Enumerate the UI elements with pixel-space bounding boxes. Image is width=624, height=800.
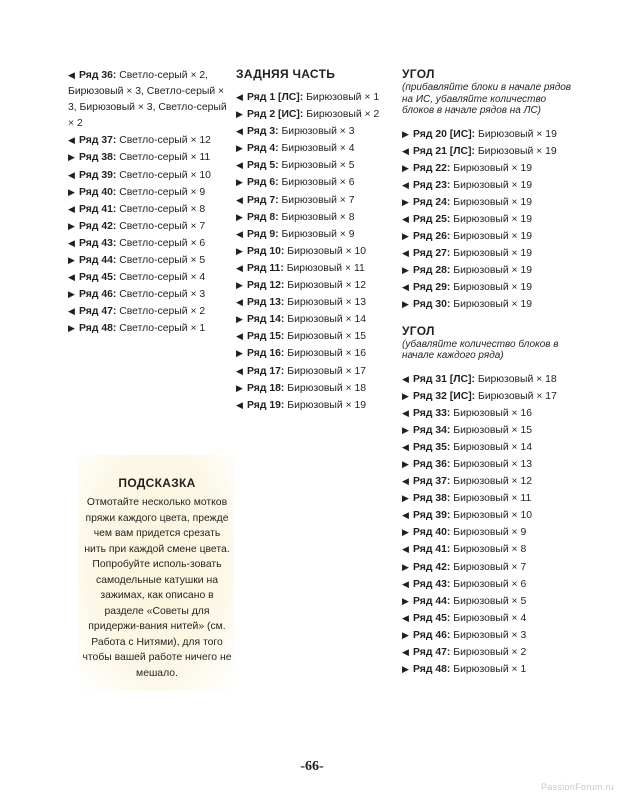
arrow-left-icon: ◀ (402, 248, 409, 259)
row-label: Ряд 9: (247, 228, 279, 240)
row-label: Ряд 2 [ИС]: (247, 109, 304, 121)
pattern-row (402, 126, 572, 143)
arrow-right-icon: ▶ (68, 152, 75, 163)
row-text: Светло-серый × 2, Бирюзовый × 3, Светло-серый × 3, Бирюзовый × 3, Светло-серый × 2 (68, 70, 227, 130)
row-label: Ряд 35: (413, 441, 451, 453)
row-text: Бирюзовый × 19 (453, 231, 533, 243)
row-label: Ряд 48: (79, 323, 117, 335)
row-label: Ряд 48: (413, 664, 451, 676)
row-label: Ряд 47: (413, 647, 451, 659)
row-text: Бирюзовый × 14 (453, 441, 533, 453)
pattern-row (402, 456, 572, 473)
arrow-left-icon: ◀ (68, 169, 75, 180)
row-label: Ряд 26: (413, 231, 451, 243)
row-text: Бирюзовый × 17 (287, 365, 367, 377)
pattern-row (68, 320, 228, 337)
pattern-row (402, 661, 572, 678)
arrow-left-icon: ◀ (402, 373, 409, 384)
arrow-right-icon: ▶ (236, 177, 243, 188)
pattern-row (236, 328, 391, 345)
pattern-row (402, 279, 572, 296)
row-text: Бирюзовый × 3 (453, 629, 527, 641)
row-label: Ряд 44: (79, 255, 117, 267)
arrow-right-icon: ▶ (236, 109, 243, 120)
arrow-right-icon: ▶ (236, 314, 243, 325)
row-label: Ряд 44: (413, 595, 451, 607)
pattern-row (236, 174, 391, 191)
arrow-right-icon: ▶ (236, 280, 243, 291)
row-text: Бирюзовый × 2 (306, 109, 380, 121)
arrow-left-icon: ◀ (236, 160, 243, 171)
pattern-row (236, 345, 391, 362)
arrow-right-icon: ▶ (402, 527, 409, 538)
row-label: Ряд 39: (79, 169, 117, 181)
arrow-left-icon: ◀ (236, 399, 243, 410)
row-text: Бирюзовый × 19 (477, 145, 557, 157)
pattern-row (236, 209, 391, 226)
arrow-right-icon: ▶ (402, 629, 409, 640)
row-label: Ряд 39: (413, 510, 451, 522)
section-heading: УГОЛ (402, 323, 435, 338)
pattern-row (236, 380, 391, 397)
row-text: Светло-серый × 6 (119, 237, 206, 249)
row-label: Ряд 5: (247, 160, 279, 172)
row-text: Бирюзовый × 19 (453, 299, 533, 311)
arrow-right-icon: ▶ (402, 196, 409, 207)
row-text: Светло-серый × 2 (119, 306, 206, 318)
arrow-right-icon: ▶ (402, 231, 409, 242)
row-text: Бирюзовый × 1 (453, 664, 527, 676)
pattern-row (236, 192, 391, 209)
arrow-right-icon: ▶ (236, 143, 243, 154)
arrow-left-icon: ◀ (236, 297, 243, 308)
pattern-row (402, 610, 572, 627)
row-label: Ряд 8: (247, 211, 279, 223)
arrow-left-icon: ◀ (402, 282, 409, 293)
section-heading: ЗАДНЯЯ ЧАСТЬ (236, 67, 336, 81)
arrow-right-icon: ▶ (236, 382, 243, 393)
arrow-left-icon: ◀ (402, 544, 409, 555)
row-text: Бирюзовый × 5 (281, 160, 355, 172)
row-text: Бирюзовый × 19 (453, 248, 533, 260)
row-text: Бирюзовый × 5 (453, 595, 527, 607)
pattern-row (236, 226, 391, 243)
row-label: Ряд 17: (247, 365, 285, 377)
row-text: Бирюзовый × 4 (281, 143, 355, 155)
row-label: Ряд 7: (247, 194, 279, 206)
pattern-row (402, 541, 572, 558)
row-label: Ряд 28: (413, 265, 451, 277)
arrow-left-icon: ◀ (402, 578, 409, 589)
watermark: PassionForum.ru (540, 782, 614, 792)
row-text: Бирюзовый × 18 (477, 373, 557, 385)
row-label: Ряд 21 [ЛС]: (413, 145, 475, 157)
pattern-row (236, 363, 391, 380)
arrow-left-icon: ◀ (236, 331, 243, 342)
pattern-row (68, 269, 228, 286)
row-label: Ряд 11: (247, 262, 284, 274)
arrow-right-icon: ▶ (236, 245, 243, 256)
row-label: Ряд 47: (79, 306, 117, 318)
pattern-row (236, 260, 391, 277)
row-label: Ряд 38: (79, 152, 117, 164)
row-label: Ряд 1 [ЛС]: (247, 92, 304, 103)
row-label: Ряд 46: (413, 629, 451, 641)
pattern-row (402, 405, 572, 422)
pattern-row (402, 507, 572, 524)
arrow-left-icon: ◀ (68, 306, 75, 317)
arrow-right-icon: ▶ (402, 390, 409, 401)
arrow-right-icon: ▶ (68, 186, 75, 197)
row-text: Светло-серый × 9 (119, 186, 206, 198)
pattern-row (236, 311, 391, 328)
pattern-row (402, 439, 572, 456)
row-text: Светло-серый × 4 (119, 272, 206, 284)
column-left (68, 67, 228, 338)
arrow-right-icon: ▶ (68, 255, 75, 266)
row-text: Бирюзовый × 13 (287, 297, 367, 309)
row-text: Бирюзовый × 7 (453, 561, 527, 573)
row-text: Светло-серый × 12 (119, 135, 211, 147)
arrow-left-icon: ◀ (68, 70, 75, 80)
arrow-right-icon: ▶ (402, 128, 409, 139)
row-label: Ряд 34: (413, 424, 451, 436)
pattern-row (402, 422, 572, 439)
arrow-left-icon: ◀ (402, 179, 409, 190)
pattern-row (402, 228, 572, 245)
row-text: Бирюзовый × 6 (281, 177, 355, 189)
row-text: Бирюзовый × 1 (306, 92, 380, 103)
arrow-left-icon: ◀ (402, 476, 409, 487)
row-label: Ряд 4: (247, 143, 279, 155)
arrow-left-icon: ◀ (68, 272, 75, 283)
arrow-left-icon: ◀ (402, 647, 409, 658)
row-text: Бирюзовый × 15 (287, 331, 367, 343)
column-right (402, 67, 572, 678)
arrow-left-icon: ◀ (402, 510, 409, 521)
pattern-row (402, 296, 572, 313)
row-text: Бирюзовый × 11 (453, 493, 532, 505)
row-label: Ряд 6: (247, 177, 279, 189)
row-label: Ряд 45: (79, 272, 117, 284)
pattern-row (236, 157, 391, 174)
row-label: Ряд 32 [ИС]: (413, 390, 476, 402)
row-label: Ряд 12: (247, 280, 285, 292)
arrow-right-icon: ▶ (236, 211, 243, 222)
row-label: Ряд 37: (79, 135, 117, 147)
row-text: Бирюзовый × 19 (453, 213, 533, 225)
pattern-row (236, 89, 391, 106)
arrow-right-icon: ▶ (402, 561, 409, 572)
arrow-right-icon: ▶ (402, 459, 409, 469)
pattern-row (402, 490, 572, 507)
row-list (402, 126, 572, 314)
row-label: Ряд 10: (247, 245, 285, 257)
row-text: Светло-серый × 10 (119, 169, 211, 181)
row-text: Бирюзовый × 19 (453, 162, 533, 174)
row-text: Бирюзовый × 15 (453, 424, 533, 436)
arrow-left-icon: ◀ (236, 262, 243, 273)
column-middle (236, 67, 391, 414)
row-label: Ряд 45: (413, 612, 451, 624)
row-label: Ряд 3: (247, 126, 279, 138)
pattern-row (402, 143, 572, 160)
pattern-row (236, 294, 391, 311)
arrow-right-icon: ▶ (402, 664, 409, 675)
pattern-row (68, 252, 228, 269)
arrow-right-icon: ▶ (402, 595, 409, 606)
arrow-left-icon: ◀ (402, 441, 409, 452)
row-label: Ряд 25: (413, 213, 451, 225)
arrow-left-icon: ◀ (236, 126, 243, 137)
row-list (402, 371, 572, 679)
arrow-right-icon: ▶ (68, 289, 75, 300)
arrow-right-icon: ▶ (402, 493, 409, 504)
row-text: Бирюзовый × 10 (287, 245, 367, 257)
row-text: Бирюзовый × 19 (478, 128, 557, 140)
row-text: Светло-серый × 8 (119, 203, 206, 215)
row-text: Бирюзовый × 4 (453, 612, 527, 624)
row-text: Бирюзовый × 19 (287, 399, 367, 411)
pattern-row (402, 262, 572, 279)
row-label: Ряд 22: (413, 162, 451, 174)
row-text: Светло-серый × 1 (119, 323, 206, 335)
pattern-row (402, 194, 572, 211)
row-text: Бирюзовый × 18 (287, 382, 367, 394)
row-label: Ряд 41: (413, 544, 451, 556)
row-text: Бирюзовый × 19 (453, 265, 533, 277)
arrow-left-icon: ◀ (236, 194, 243, 205)
row-text: Светло-серый × 11 (119, 152, 211, 164)
pattern-row (402, 211, 572, 228)
pattern-row (68, 67, 228, 132)
arrow-left-icon: ◀ (68, 135, 75, 146)
arrow-left-icon: ◀ (402, 213, 409, 224)
row-label: Ряд 46: (79, 289, 117, 301)
row-text: Бирюзовый × 12 (453, 476, 533, 488)
pattern-row (68, 167, 228, 184)
row-text: Бирюзовый × 16 (453, 407, 533, 419)
row-text: Бирюзовый × 12 (287, 280, 367, 292)
row-label: Ряд 30: (413, 299, 451, 311)
row-label: Ряд 19: (247, 399, 285, 411)
row-text: Бирюзовый × 19 (453, 196, 533, 208)
row-label: Ряд 37: (413, 476, 451, 488)
arrow-left-icon: ◀ (236, 228, 243, 239)
section-divider (402, 314, 572, 324)
row-label: Ряд 42: (413, 561, 451, 573)
pattern-row (402, 473, 572, 490)
row-label: Ряд 23: (413, 179, 451, 191)
pattern-row (402, 576, 572, 593)
row-text: Бирюзовый × 9 (453, 527, 527, 539)
row-text: Бирюзовый × 9 (281, 228, 355, 240)
section-note: (прибавляйте блоки в начале рядов на ИС, убавляйте количество блоков в начале рядов на ЛС) (402, 82, 572, 116)
row-label: Ряд 40: (79, 186, 117, 198)
row-text: Бирюзовый × 3 (281, 126, 355, 138)
arrow-left-icon: ◀ (402, 407, 409, 418)
row-label: Ряд 20 [ИС]: (413, 128, 476, 140)
pattern-row (68, 184, 228, 201)
row-text: Светло-серый × 7 (119, 220, 206, 232)
row-label: Ряд 40: (413, 527, 451, 539)
pattern-row (68, 286, 228, 303)
pattern-row (68, 235, 228, 252)
row-text: Бирюзовый × 8 (453, 544, 527, 556)
row-text: Бирюзовый × 8 (281, 211, 355, 223)
row-text: Бирюзовый × 10 (453, 510, 533, 522)
row-label: Ряд 41: (79, 203, 117, 215)
row-label: Ряд 33: (413, 407, 451, 419)
row-label: Ряд 31 [ЛС]: (413, 373, 475, 385)
pattern-row (236, 123, 391, 140)
row-label: Ряд 18: (247, 382, 285, 394)
pattern-row (402, 245, 572, 262)
row-label: Ряд 43: (79, 237, 117, 249)
row-list (236, 89, 391, 414)
row-text: Бирюзовый × 14 (287, 314, 367, 326)
row-label: Ряд 15: (247, 331, 285, 343)
arrow-left-icon: ◀ (402, 145, 409, 156)
pattern-row (68, 149, 228, 166)
arrow-right-icon: ▶ (236, 348, 243, 359)
row-text: Светло-серый × 5 (119, 255, 206, 267)
arrow-right-icon: ▶ (68, 323, 75, 334)
pattern-row (402, 559, 572, 576)
arrow-left-icon: ◀ (402, 612, 409, 623)
arrow-right-icon: ▶ (402, 265, 409, 276)
row-label: Ряд 13: (247, 297, 285, 309)
row-text: Бирюзовый × 17 (478, 390, 557, 402)
tip-text: Отмотайте несколько мотков пряжи каждого цвета, прежде чем вам придется срезать нить при каждой смене цвета. Попробуйте исполь-зовать самодельные катушки на зажимах, как описано в разделе «Советы для придержи-вания нитей» (см. Работа с Нитями), для того чтобы вашей работе ничего не мешало. (82, 497, 232, 679)
row-label: Ряд 38: (413, 493, 451, 505)
pattern-row (236, 106, 391, 123)
pattern-row (236, 140, 391, 157)
row-text: Бирюзовый × 19 (453, 179, 533, 191)
arrow-left-icon: ◀ (68, 203, 75, 214)
pattern-row (402, 160, 572, 177)
pattern-row (68, 132, 228, 149)
row-label: Ряд 16: (247, 348, 285, 360)
row-label: Ряд 14: (247, 314, 285, 326)
row-label: Ряд 42: (79, 220, 117, 232)
row-text: Бирюзовый × 6 (453, 578, 527, 590)
arrow-left-icon: ◀ (236, 92, 243, 102)
arrow-left-icon: ◀ (236, 365, 243, 376)
section-note: (убавляйте количество блоков в начале каждого ряда) (402, 338, 559, 362)
tip-title: ПОДСКАЗКА (118, 476, 196, 490)
row-text: Бирюзовый × 2 (453, 647, 527, 659)
row-label: Ряд 29: (413, 282, 451, 294)
pattern-row (402, 388, 572, 405)
arrow-right-icon: ▶ (402, 299, 409, 310)
arrow-right-icon: ▶ (402, 162, 409, 173)
row-label: Ряд 24: (413, 196, 451, 208)
row-text: Бирюзовый × 7 (281, 194, 355, 206)
row-text: Бирюзовый × 13 (453, 459, 533, 470)
pattern-row (402, 627, 572, 644)
arrow-left-icon: ◀ (68, 237, 75, 248)
arrow-right-icon: ▶ (68, 220, 75, 231)
row-text: Светло-серый × 3 (119, 289, 206, 301)
pattern-row (402, 593, 572, 610)
pattern-row (402, 371, 572, 388)
row-text: Бирюзовый × 11 (286, 262, 365, 274)
page-number: -66- (300, 759, 324, 774)
section-heading: УГОЛ (402, 67, 435, 81)
pattern-row (68, 218, 228, 235)
arrow-right-icon: ▶ (402, 424, 409, 435)
row-text: Бирюзовый × 19 (453, 282, 533, 294)
pattern-row (68, 303, 228, 320)
pattern-row (236, 277, 391, 294)
pattern-row (402, 524, 572, 541)
pattern-row (68, 201, 228, 218)
row-label: Ряд 36: (79, 70, 117, 81)
pattern-row (236, 397, 391, 414)
pattern-row (236, 243, 391, 260)
row-label: Ряд 36: (413, 459, 451, 470)
row-label: Ряд 27: (413, 248, 451, 260)
pattern-row (402, 644, 572, 661)
pattern-row (402, 177, 572, 194)
row-text: Бирюзовый × 16 (287, 348, 367, 360)
row-label: Ряд 43: (413, 578, 451, 590)
